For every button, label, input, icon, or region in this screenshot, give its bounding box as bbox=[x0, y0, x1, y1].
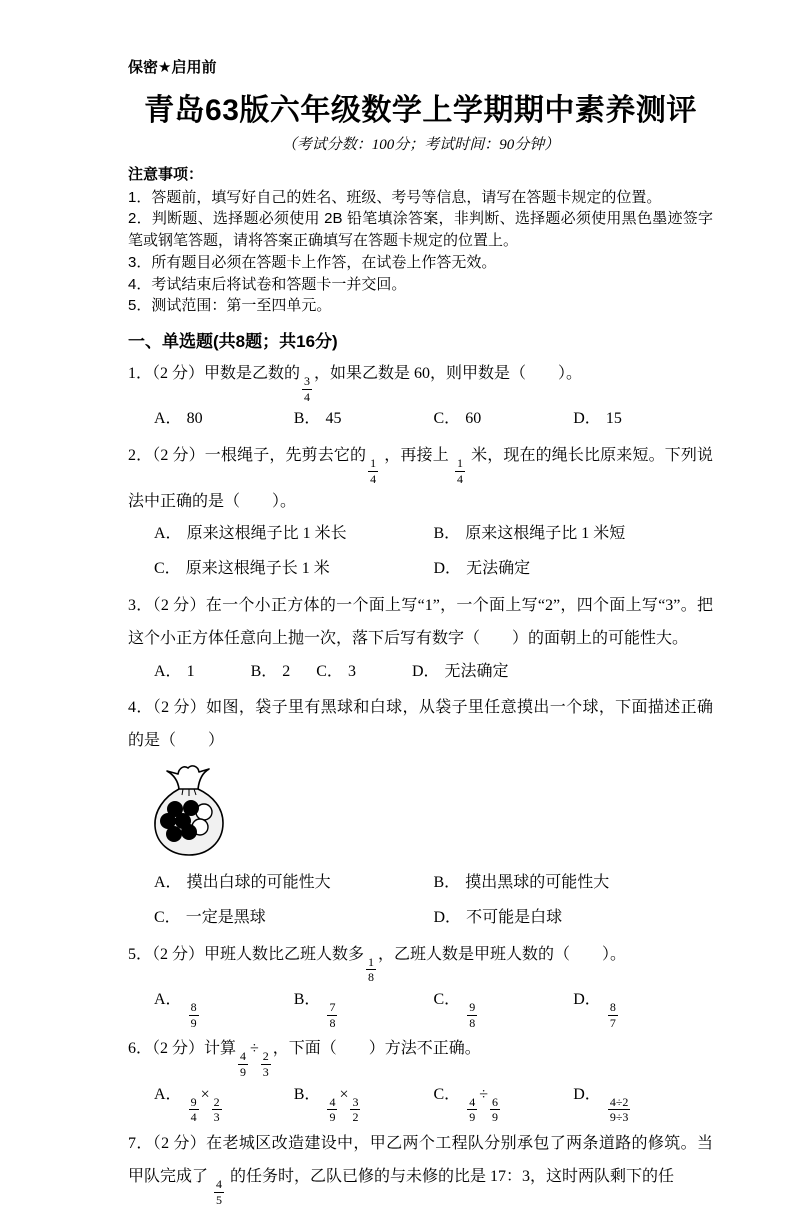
fraction-numerator: 6 bbox=[491, 1094, 498, 1109]
question-5-option-a bbox=[154, 984, 294, 1029]
fraction-denominator: 9 bbox=[491, 1110, 498, 1125]
notice-item: 2．判断题、选择题必须使用 2B 铅笔填涂答案，非判断、选择题必须使用黑色墨迹签字笔或钢笔答题，请将答案正确填写在答题卡规定的位置上。 bbox=[128, 210, 713, 249]
option-content: 3 bbox=[347, 662, 356, 680]
option-content: 原来这根绳子比 1 米长 bbox=[186, 525, 347, 543]
question-6 bbox=[128, 1033, 713, 1124]
option-label: A． bbox=[154, 662, 182, 680]
option-content bbox=[187, 991, 201, 1030]
option-label: C． bbox=[154, 908, 181, 926]
fraction-denominator: 9 bbox=[240, 1065, 247, 1080]
fraction bbox=[368, 457, 378, 485]
fraction-denominator: 5 bbox=[216, 1192, 223, 1207]
fraction-numerator: 7 bbox=[329, 1000, 336, 1015]
question-5-option-c bbox=[434, 984, 574, 1029]
option-label: A． bbox=[154, 990, 182, 1008]
question-1-options bbox=[128, 403, 713, 436]
fraction-numerator: 1 bbox=[456, 456, 463, 471]
fraction bbox=[214, 1178, 224, 1206]
option-content: $\frac{9}{4}$ × $\frac{2}{3}$ bbox=[190, 1085, 220, 1125]
fraction-denominator: 3 bbox=[213, 1110, 220, 1125]
option-content: 15 bbox=[605, 410, 622, 428]
option-label: C． bbox=[154, 560, 181, 578]
option-label: D． bbox=[573, 990, 601, 1008]
question-3-stem: 3．（2 分）在一个小正方体的一个面上写“1”，一个面上写“2”，四个面上写“3”。把这个小正方体任意向上抛一次，落下后写有数字（ ）的面朝上的可能性大。 bbox=[128, 596, 713, 647]
fraction-denominator: 9 bbox=[190, 1015, 197, 1030]
question-3-options bbox=[128, 656, 713, 689]
fraction bbox=[212, 1096, 222, 1124]
question-7-stem: 7．（2 分）在老城区改造建设中，甲乙两个工程队分别承包了两条道路的修筑。当甲队完成了 $\frac{4}{5}$ 的任务时，乙队已修的与未修的比是 17：3，这时两队剩下的任 bbox=[128, 1135, 713, 1207]
question-3-option-b bbox=[251, 656, 291, 689]
notice-item: 3．所有题目必须在答题卡上作答，在试卷上作答无效。 bbox=[128, 253, 497, 271]
question-1-option-c bbox=[434, 403, 574, 436]
fraction bbox=[189, 1096, 199, 1124]
fraction bbox=[327, 1001, 337, 1029]
option-label: A． bbox=[154, 873, 182, 891]
fraction-numerator: 1 bbox=[370, 456, 377, 471]
fraction-denominator: 9 bbox=[469, 1110, 476, 1125]
question-1 bbox=[128, 358, 713, 436]
question-3 bbox=[128, 590, 713, 688]
option-label: C． bbox=[433, 990, 461, 1008]
question-2-option-c bbox=[154, 553, 434, 586]
fraction bbox=[327, 1096, 337, 1124]
fraction-denominator: 3 bbox=[262, 1065, 269, 1080]
question-6-option-a bbox=[154, 1079, 294, 1124]
fraction bbox=[261, 1050, 271, 1078]
question-3-option-c bbox=[316, 656, 356, 689]
question-5 bbox=[128, 939, 713, 1030]
option-content: 摸出黑球的可能性大 bbox=[465, 873, 610, 891]
fraction-numerator: 2 bbox=[262, 1049, 269, 1064]
fraction bbox=[455, 457, 465, 485]
option-content: 无法确定 bbox=[444, 662, 509, 680]
option-label: D． bbox=[433, 908, 462, 926]
question-1-option-d bbox=[573, 403, 713, 436]
question-4-stem: 4．（2 分）如图，袋子里有黑球和白球，从袋子里任意摸出一个球，下面描述正确的是（ ） bbox=[128, 699, 713, 750]
option-label: A． bbox=[154, 1085, 182, 1103]
question-5-option-d bbox=[573, 984, 713, 1029]
option-label: A． bbox=[154, 410, 182, 428]
option-content: 无法确定 bbox=[466, 560, 531, 578]
notice-item: 4．考试结束后将试卷和答题卡一并交回。 bbox=[128, 275, 407, 293]
option-content: 1 bbox=[186, 662, 195, 680]
fraction-denominator: 8 bbox=[469, 1015, 476, 1030]
option-label: C． bbox=[433, 410, 461, 428]
fraction bbox=[189, 1001, 199, 1029]
fraction bbox=[608, 1096, 631, 1124]
option-content: 不可能是白球 bbox=[466, 908, 563, 926]
option-content: $\frac{4}{9}$ × $\frac{3}{2}$ bbox=[329, 1085, 359, 1125]
fraction-numerator: 1 bbox=[368, 954, 375, 969]
question-list bbox=[128, 358, 713, 1206]
question-6-option-d bbox=[573, 1079, 713, 1124]
question-5-option-b bbox=[294, 984, 434, 1029]
option-label: C． bbox=[433, 1085, 461, 1103]
option-content: 80 bbox=[186, 410, 203, 428]
option-label: B． bbox=[433, 873, 461, 891]
fraction-numerator: 9 bbox=[469, 1000, 476, 1015]
fraction-denominator: 4 bbox=[304, 389, 311, 404]
fraction-denominator: 4 bbox=[456, 471, 463, 486]
fraction bbox=[350, 1096, 360, 1124]
section-heading: 一、单选题(共8题；共16分) bbox=[128, 332, 338, 351]
exam-subtitle: （考试分数：100分；考试时间：90分钟） bbox=[281, 137, 560, 153]
fraction-numerator: 8 bbox=[609, 1000, 616, 1015]
option-content bbox=[325, 991, 339, 1030]
option-content: 摸出白球的可能性大 bbox=[186, 873, 331, 891]
question-1-option-b bbox=[294, 403, 434, 436]
question-2-options bbox=[128, 518, 713, 586]
fraction-numerator: 8 bbox=[190, 1000, 197, 1015]
bag-of-balls-icon bbox=[146, 762, 232, 860]
fraction bbox=[238, 1050, 248, 1078]
fraction-numerator: 3 bbox=[352, 1094, 359, 1109]
option-label: B． bbox=[293, 410, 321, 428]
option-content: 一定是黑球 bbox=[185, 908, 266, 926]
fraction bbox=[490, 1096, 500, 1124]
fraction-denominator: 8 bbox=[329, 1015, 336, 1030]
option-label: D． bbox=[573, 410, 601, 428]
question-4-options bbox=[128, 867, 713, 935]
question-6-option-c bbox=[434, 1079, 574, 1124]
fraction-denominator: 7 bbox=[609, 1015, 616, 1030]
option-content bbox=[606, 991, 620, 1030]
question-2-option-b bbox=[434, 518, 714, 551]
fraction-numerator: 3 bbox=[304, 374, 311, 389]
option-label: B． bbox=[250, 662, 278, 680]
fraction-numerator: 2 bbox=[213, 1094, 220, 1109]
fraction-numerator: 4 bbox=[240, 1049, 247, 1064]
fraction-numerator: 4 bbox=[329, 1094, 336, 1109]
question-5-stem: 5．（2 分）甲班人数比乙班人数多 $\frac{1}{8}$ ，乙班人数是甲班人数的（ ）。 bbox=[128, 945, 627, 985]
question-2 bbox=[128, 440, 713, 586]
option-label: D． bbox=[433, 560, 462, 578]
option-label: A． bbox=[154, 525, 182, 543]
question-4-option-a bbox=[154, 867, 434, 900]
option-content: 原来这根绳子比 1 米短 bbox=[465, 525, 626, 543]
confidential-label: 保密★启用前 bbox=[128, 59, 217, 76]
notice-item: 1．答题前，填写好自己的姓名、班级、考号等信息，请写在答题卡规定的位置。 bbox=[128, 188, 662, 206]
fraction-denominator: 4 bbox=[190, 1110, 197, 1125]
question-4-option-b bbox=[434, 867, 714, 900]
option-label: B． bbox=[293, 1085, 321, 1103]
question-7 bbox=[128, 1128, 713, 1206]
fraction-denominator: 9 bbox=[329, 1110, 336, 1125]
fraction-denominator: 9÷3 bbox=[609, 1110, 629, 1125]
option-content: 2 bbox=[282, 662, 291, 680]
fraction-numerator: 4÷2 bbox=[609, 1094, 629, 1109]
question-5-options bbox=[128, 984, 713, 1029]
option-content: 45 bbox=[325, 410, 342, 428]
fraction bbox=[302, 375, 312, 403]
question-4 bbox=[128, 692, 713, 934]
option-label: B． bbox=[293, 990, 321, 1008]
question-2-option-d bbox=[434, 553, 714, 586]
option-content: $\frac{4}{9}$ ÷ $\frac{6}{9}$ bbox=[469, 1085, 498, 1125]
question-3-option-d bbox=[412, 656, 509, 689]
fraction bbox=[366, 956, 376, 984]
question-6-stem: 6．（2 分）计算 $\frac{4}{9}$ ÷ $\frac{2}{3}$ ，下面（ ）方法不正确。 bbox=[128, 1040, 481, 1080]
question-3-option-a bbox=[154, 656, 195, 689]
exam-title: 青岛63版六年级数学上学期期中素养测评 bbox=[144, 94, 697, 127]
fraction-denominator: 2 bbox=[352, 1110, 359, 1125]
option-label: B． bbox=[433, 525, 461, 543]
option-content bbox=[465, 991, 479, 1030]
option-content: 原来这根绳子长 1 米 bbox=[185, 560, 330, 578]
fraction-denominator: 8 bbox=[368, 970, 375, 985]
question-4-option-d bbox=[434, 902, 714, 935]
question-4-option-c bbox=[154, 902, 434, 935]
question-1-stem: 1．（2 分）甲数是乙数的 $\frac{3}{4}$ ，如果乙数是 60，则甲数是（ ）。 bbox=[128, 365, 583, 404]
fraction-denominator: 4 bbox=[370, 471, 377, 486]
question-6-options bbox=[128, 1079, 713, 1124]
fraction-numerator: 4 bbox=[469, 1094, 476, 1109]
option-content: 60 bbox=[465, 410, 482, 428]
fraction bbox=[467, 1096, 477, 1124]
fraction bbox=[467, 1001, 477, 1029]
fraction-numerator: 9 bbox=[190, 1094, 197, 1109]
fraction bbox=[608, 1001, 618, 1029]
question-4-figure bbox=[146, 762, 713, 865]
question-2-stem: 2．（2 分）一根绳子，先剪去它的 $\frac{1}{4}$ ，再接上 $\frac{1}{4}$ 米，现在的绳长比原来短。下列说法中正确的是（ ）。 bbox=[128, 447, 713, 510]
question-2-option-a bbox=[154, 518, 434, 551]
question-1-option-a bbox=[154, 403, 294, 436]
option-label: C． bbox=[316, 662, 343, 680]
notice-heading: 注意事项： bbox=[128, 166, 204, 183]
question-6-option-b bbox=[294, 1079, 434, 1124]
option-label: D． bbox=[573, 1085, 601, 1103]
notice-item: 5．测试范围：第一至四单元。 bbox=[128, 297, 332, 315]
notice-list bbox=[128, 187, 713, 318]
fraction-numerator: 4 bbox=[216, 1177, 223, 1191]
option-label: D． bbox=[411, 662, 440, 680]
